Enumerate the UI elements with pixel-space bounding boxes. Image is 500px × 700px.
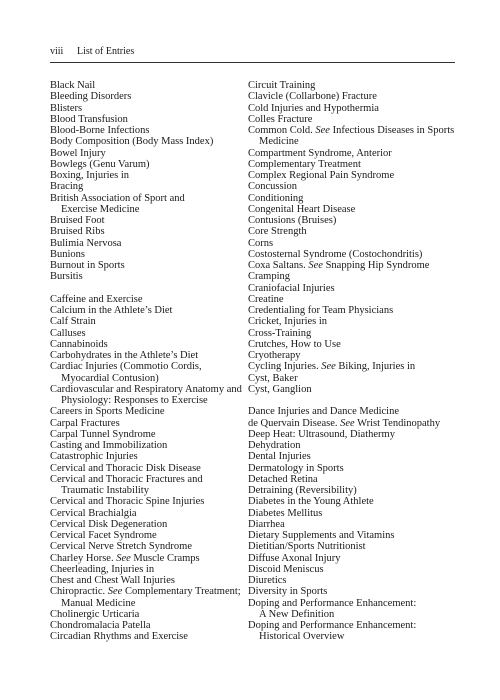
- index-entry: [248, 204, 456, 215]
- entry-line: Crutches, How to Use: [248, 338, 341, 350]
- index-entry: [248, 361, 456, 372]
- entry-line: Cannabinoids: [50, 338, 108, 350]
- entry-line: Calcium in the Athlete’s Diet: [50, 305, 173, 316]
- index-entry: [248, 463, 456, 474]
- index-entry: [248, 384, 456, 395]
- entry-line: Contusions (Bruises): [248, 215, 337, 226]
- entry-line: Blisters: [50, 102, 83, 114]
- entry-line: Cheerleading, Injuries in: [50, 563, 155, 575]
- index-entry: [50, 159, 250, 170]
- entry-line: Diabetes Mellitus: [248, 507, 323, 519]
- entry-line: Cervical Facet Syndrome: [50, 530, 157, 541]
- entry-group: [50, 80, 250, 283]
- index-entry: [248, 260, 456, 271]
- index-entry: [50, 361, 250, 384]
- entry-line: Bursitis: [50, 271, 83, 283]
- entry-line: Charley Horse. See Muscle Cramps: [50, 552, 200, 564]
- index-entry: [50, 148, 250, 159]
- index-entry: [248, 80, 456, 91]
- entry-line: Catastrophic Injuries: [50, 451, 138, 463]
- entry-line: Conditioning: [248, 192, 304, 204]
- index-entry: [50, 114, 250, 125]
- entry-line: Credentialing for Team Physicians: [248, 305, 394, 316]
- index-entry: [50, 260, 250, 271]
- index-entry: [248, 575, 456, 586]
- entry-line: Diarrhea: [248, 518, 285, 530]
- index-entry: [50, 328, 250, 339]
- entry-line: Carpal Tunnel Syndrome: [50, 428, 156, 440]
- index-entry: [248, 440, 456, 451]
- entry-line: Calf Strain: [50, 316, 96, 328]
- index-entry: [248, 519, 456, 530]
- group-gap: [248, 395, 456, 406]
- entry-line: Chiropractic. See Complementary Treatment;: [50, 586, 241, 598]
- index-entry: [248, 103, 456, 114]
- index-entry: [50, 91, 250, 102]
- index-entry: [50, 80, 250, 91]
- entry-line: Cycling Injuries. See Biking, Injuries in: [248, 361, 416, 373]
- index-entry: [248, 316, 456, 327]
- entry-continuation-line: Medicine: [259, 136, 299, 148]
- entry-line: Circuit Training: [248, 80, 316, 91]
- index-entry: [50, 496, 250, 507]
- index-entry: [248, 541, 456, 552]
- entry-line: Chest and Chest Wall Injuries: [50, 575, 175, 586]
- index-entry: [50, 451, 250, 462]
- index-entry: [248, 553, 456, 564]
- entry-line: Bruised Foot: [50, 215, 105, 226]
- index-entry: [50, 418, 250, 429]
- entry-line: Circadian Rhythms and Exercise: [50, 631, 188, 643]
- entry-continuation-line: Myocardial Contusion): [61, 372, 159, 384]
- index-entry: [248, 114, 456, 125]
- index-entry: [50, 103, 250, 114]
- index-entry: [248, 238, 456, 249]
- entry-line: Creatine: [248, 293, 284, 305]
- entry-line: Deep Heat: Ultrasound, Diathermy: [248, 428, 395, 440]
- group-gap: [50, 283, 250, 294]
- index-entry: [248, 91, 456, 102]
- entry-line: Bleeding Disorders: [50, 91, 132, 103]
- index-entry: [248, 148, 456, 159]
- running-title: List of Entries: [77, 46, 135, 57]
- index-entry: [248, 496, 456, 507]
- index-entry: [248, 530, 456, 541]
- entry-line: Coxa Saltans. See Snapping Hip Syndrome: [248, 260, 430, 271]
- index-entry: [50, 575, 250, 586]
- index-entry: [248, 305, 456, 316]
- entry-line: Diuretics: [248, 575, 287, 586]
- index-entry: [248, 339, 456, 350]
- index-entry: [50, 226, 250, 237]
- index-entry: [248, 249, 456, 260]
- entry-line: Bowel Injury: [50, 147, 106, 159]
- index-entry: [248, 508, 456, 519]
- index-entry: [248, 474, 456, 485]
- entry-line: Colles Fracture: [248, 113, 313, 125]
- index-entry: [50, 631, 250, 642]
- right-column: [248, 80, 456, 643]
- entry-line: Cervical and Thoracic Fractures and: [50, 473, 203, 485]
- entry-group: [50, 294, 250, 643]
- index-entry: [50, 316, 250, 327]
- entry-continuation-line: Physiology: Responses to Exercise: [61, 395, 208, 406]
- entry-line: Cholinergic Urticaria: [50, 608, 140, 620]
- index-entry: [50, 136, 250, 147]
- index-entry: [248, 271, 456, 282]
- index-entry: [248, 283, 456, 294]
- entry-line: Bracing: [50, 181, 84, 193]
- index-entry: [248, 170, 456, 181]
- entry-line: Bruised Ribs: [50, 226, 105, 238]
- left-column: [50, 80, 250, 643]
- entry-line: Congenital Heart Disease: [248, 203, 356, 215]
- index-entry: [248, 226, 456, 237]
- entry-line: Complementary Treatment: [248, 158, 361, 170]
- entry-line: Corns: [248, 237, 274, 249]
- index-entry: [248, 350, 456, 361]
- entry-line: Cricket, Injuries in: [248, 316, 328, 328]
- entry-line: Dietitian/Sports Nutritionist: [248, 541, 366, 553]
- entry-line: Detraining (Reversibility): [248, 485, 357, 496]
- entry-line: Cross-Training: [248, 327, 312, 339]
- entry-line: Dermatology in Sports: [248, 462, 344, 474]
- entry-line: Blood Transfusion: [50, 113, 128, 125]
- entry-line: Caffeine and Exercise: [50, 293, 143, 305]
- index-entry: [50, 440, 250, 451]
- entry-line: Compartment Syndrome, Anterior: [248, 147, 392, 159]
- entry-line: Cryotherapy: [248, 350, 301, 361]
- index-entry: [248, 485, 456, 496]
- entry-line: Black Nail: [50, 80, 96, 91]
- index-entry: [50, 384, 250, 407]
- entry-line: Doping and Performance Enhancement:: [248, 620, 417, 631]
- entry-line: Cold Injuries and Hypothermia: [248, 102, 379, 114]
- header-rule: [50, 62, 455, 63]
- index-entry: [50, 305, 250, 316]
- entry-line: Blood-Borne Infections: [50, 125, 150, 136]
- index-entry: [248, 418, 456, 429]
- index-entry: [248, 193, 456, 204]
- entry-line: Body Composition (Body Mass Index): [50, 136, 214, 148]
- entry-line: Dental Injuries: [248, 451, 311, 463]
- index-entry: [50, 609, 250, 620]
- entry-line: Concussion: [248, 181, 298, 193]
- entry-line: Cervical Disk Degeneration: [50, 518, 168, 530]
- index-entry: [50, 249, 250, 260]
- entry-line: Complex Regional Pain Syndrome: [248, 170, 395, 181]
- entry-line: Burnout in Sports: [50, 260, 125, 271]
- entry-line: Casting and Immobilization: [50, 440, 168, 451]
- index-entry: [50, 474, 250, 497]
- index-entry: [50, 271, 250, 282]
- entry-line: Costosternal Syndrome (Costochondritis): [248, 248, 423, 260]
- index-entry: [50, 530, 250, 541]
- index-entry: [248, 406, 456, 417]
- index-entry: [50, 463, 250, 474]
- entry-line: Cardiac Injuries (Commotio Cordis,: [50, 361, 202, 373]
- entry-line: Calluses: [50, 327, 86, 339]
- index-entry: [50, 406, 250, 417]
- index-entry: [50, 193, 250, 216]
- entry-continuation-line: Traumatic Instability: [61, 485, 149, 496]
- running-header: [50, 45, 455, 61]
- entry-line: Cardiovascular and Respiratory Anatomy and: [50, 383, 242, 395]
- index-entry: [248, 373, 456, 384]
- entry-line: Doping and Performance Enhancement:: [248, 597, 417, 609]
- index-entry: [50, 181, 250, 192]
- entry-continuation-line: Exercise Medicine: [61, 203, 140, 215]
- entry-line: Carpal Fractures: [50, 417, 120, 429]
- entry-continuation-line: A New Definition: [259, 608, 335, 620]
- index-entry: [50, 294, 250, 305]
- entry-group: [248, 80, 456, 395]
- index-entry: [248, 586, 456, 597]
- entry-line: Craniofacial Injuries: [248, 282, 335, 294]
- entry-line: Dance Injuries and Dance Medicine: [248, 406, 400, 418]
- index-entry: [248, 451, 456, 462]
- index-entry: [50, 541, 250, 552]
- entry-line: Bunions: [50, 248, 86, 260]
- index-entry: [50, 215, 250, 226]
- index-entry: [248, 598, 456, 621]
- index-entry: [248, 564, 456, 575]
- index-entry: [248, 328, 456, 339]
- index-entry: [248, 620, 456, 643]
- index-entry: [50, 564, 250, 575]
- entry-line: Chondromalacia Patella: [50, 620, 151, 631]
- index-entry: [50, 238, 250, 249]
- entry-line: British Association of Sport and: [50, 192, 185, 204]
- entry-line: Cervical and Thoracic Disk Disease: [50, 462, 201, 474]
- entry-continuation-line: Manual Medicine: [61, 597, 136, 609]
- entry-group: [248, 406, 456, 642]
- entry-line: Cyst, Baker: [248, 372, 298, 384]
- index-entry: [50, 170, 250, 181]
- index-entry: [248, 159, 456, 170]
- index-entry: [248, 215, 456, 226]
- index-entry: [50, 508, 250, 519]
- entry-line: Bulimia Nervosa: [50, 237, 122, 249]
- entry-line: Carbohydrates in the Athlete’s Diet: [50, 350, 199, 361]
- index-entry: [50, 586, 250, 609]
- entry-line: Cyst, Ganglion: [248, 383, 312, 395]
- entry-line: Common Cold. See Infectious Diseases in Sports: [248, 125, 455, 136]
- entry-line: Detached Retina: [248, 473, 318, 485]
- entry-line: Cervical Nerve Stretch Syndrome: [50, 541, 192, 553]
- entry-continuation-line: Historical Overview: [259, 631, 345, 643]
- index-entry: [50, 429, 250, 440]
- index-entry: [50, 553, 250, 564]
- entry-line: Diabetes in the Young Athlete: [248, 496, 374, 508]
- entry-line: Cramping: [248, 271, 290, 283]
- index-entry: [248, 125, 456, 148]
- entry-line: Bowlegs (Genu Varum): [50, 158, 150, 170]
- entry-line: Dehydration: [248, 440, 301, 451]
- entry-line: Boxing, Injuries in: [50, 170, 130, 181]
- entry-line: Dietary Supplements and Vitamins: [248, 530, 395, 541]
- index-entry: [50, 620, 250, 631]
- entry-line: Careers in Sports Medicine: [50, 406, 165, 418]
- entry-line: Core Strength: [248, 226, 307, 238]
- index-entry: [248, 181, 456, 192]
- index-entry: [50, 339, 250, 350]
- page-number: viii: [50, 46, 64, 57]
- index-entry: [248, 429, 456, 440]
- index-entry: [248, 294, 456, 305]
- entry-line: Diversity in Sports: [248, 586, 328, 598]
- index-entry: [50, 350, 250, 361]
- entry-line: Cervical and Thoracic Spine Injuries: [50, 496, 205, 508]
- entry-line: de Quervain Disease. See Wrist Tendinopathy: [248, 417, 441, 429]
- entry-line: Diffuse Axonal Injury: [248, 552, 341, 564]
- entry-line: Cervical Brachialgia: [50, 507, 137, 519]
- index-entry: [50, 519, 250, 530]
- index-entry: [50, 125, 250, 136]
- entry-line: Clavicle (Collarbone) Fracture: [248, 91, 377, 103]
- entry-line: Discoid Meniscus: [248, 563, 324, 575]
